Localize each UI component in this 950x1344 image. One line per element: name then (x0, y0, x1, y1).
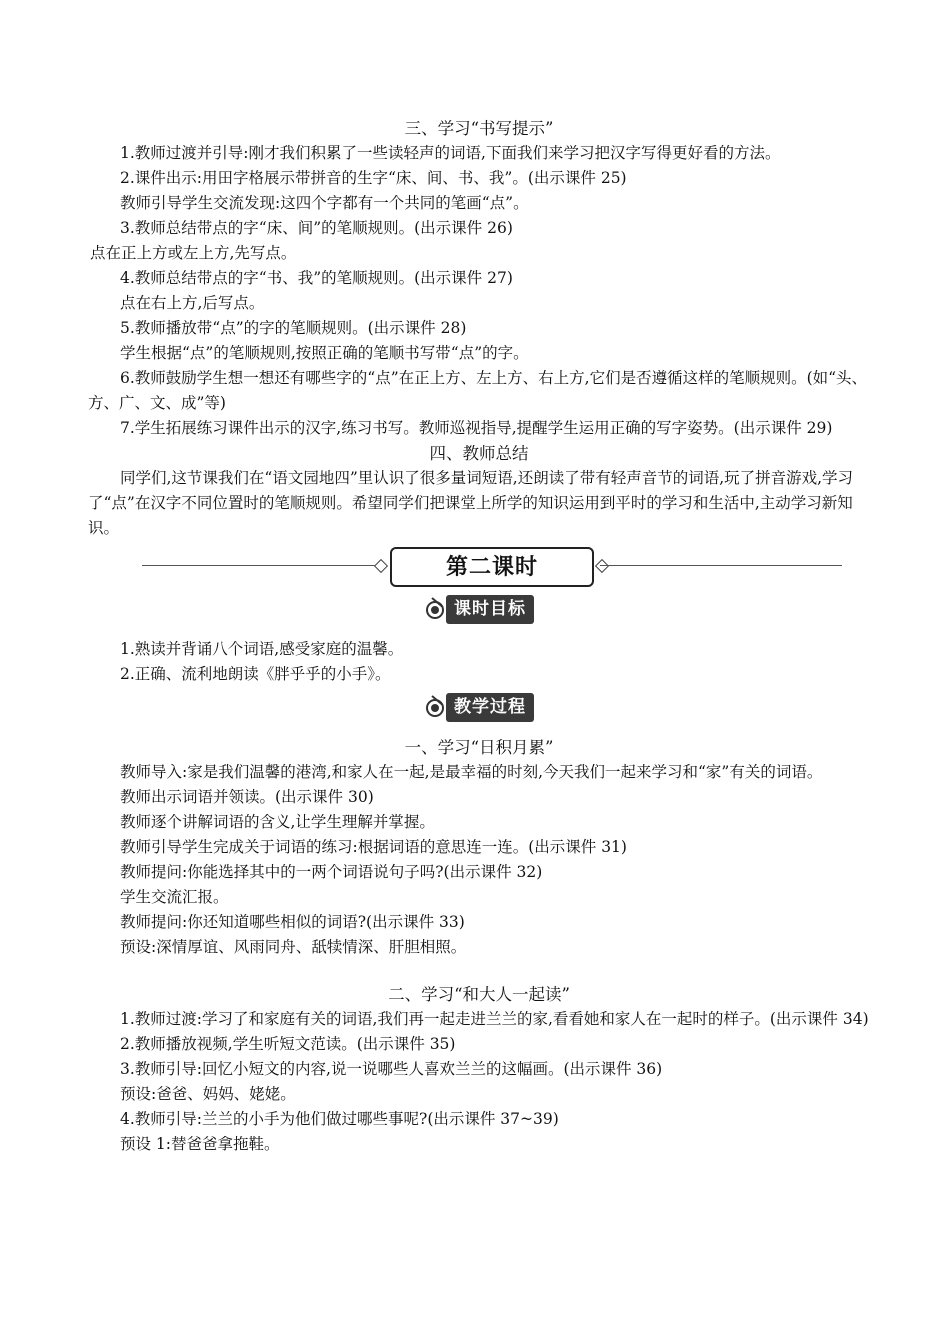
paragraph: 3.教师引导:回忆小短文的内容,说一说哪些人喜欢兰兰的这幅画。(出示课件 36) (120, 1060, 663, 1078)
paragraph: 2.教师播放视频,学生听短文范读。(出示课件 35) (120, 1035, 456, 1053)
process-tag-label: 教学过程 (446, 693, 534, 722)
banner-rule-left (142, 565, 382, 566)
paragraph: 教师提问:你还知道哪些相似的词语?(出示课件 33) (120, 913, 465, 931)
paragraph: 教师逐个讲解词语的含义,让学生理解并掌握。 (120, 813, 435, 831)
paragraph: 预设:爸爸、妈妈、姥姥。 (120, 1085, 296, 1103)
diamond-icon (595, 559, 609, 573)
paragraph: 点在正上方或左上方,先写点。 (90, 244, 297, 262)
lesson-banner (88, 545, 870, 593)
process-tag-row (88, 693, 870, 721)
paragraph: 教师出示词语并领读。(出示课件 30) (120, 788, 374, 806)
paragraph: 同学们,这节课我们在“语文园地四”里认识了很多量词短语,还朗读了带有轻声音节的词语,玩了拼音游戏,学习了“点”在汉字不同位置时的笔顺规则。希望同学们把课堂上所学的知识运用到平时的学习和生活中,主动学习新知识。 (88, 469, 854, 537)
paragraph: 4.教师总结带点的字“书、我”的笔顺规则。(出示课件 27) (120, 269, 513, 287)
paragraph: 点在右上方,后写点。 (120, 294, 265, 312)
paragraph: 预设:深情厚谊、风雨同舟、舐犊情深、肝胆相照。 (120, 938, 467, 956)
target-icon (424, 695, 448, 719)
banner-title: 第二课时 (390, 547, 594, 587)
paragraph: 预设 1:替爸爸拿拖鞋。 (120, 1135, 280, 1153)
paragraph: 1.教师过渡:学习了和家庭有关的词语,我们再一起走进兰兰的家,看看她和家人在一起时的样子。(出示课件 34) (120, 1010, 869, 1028)
paragraph: 2.课件出示:用田字格展示带拼音的生字“床、间、书、我”。(出示课件 25) (120, 169, 627, 187)
paragraph: 4.教师引导:兰兰的小手为他们做过哪些事呢?(出示课件 37~39) (120, 1110, 559, 1128)
target-icon (424, 597, 448, 621)
paragraph: 7.学生拓展练习课件出示的汉字,练习书写。教师巡视指导,提醒学生运用正确的写字姿势。(出示课件 29) (120, 419, 833, 437)
section-heading: 一、学习“日积月累” (404, 738, 554, 757)
goals-tag (424, 595, 534, 623)
paragraph: 3.教师总结带点的字“床、间”的笔顺规则。(出示课件 26) (120, 219, 513, 237)
process-tag (424, 693, 534, 721)
goal-item: 1.熟读并背诵八个词语,感受家庭的温馨。 (120, 640, 404, 658)
diamond-icon (374, 559, 388, 573)
paragraph: 教师引导学生交流发现:这四个字都有一个共同的笔画“点”。 (120, 194, 529, 212)
goals-tag-row (88, 595, 870, 623)
paragraph: 学生交流汇报。 (120, 888, 229, 906)
paragraph: 教师提问:你能选择其中的一两个词语说句子吗?(出示课件 32) (120, 863, 543, 881)
paragraph: 5.教师播放带“点”的字的笔顺规则。(出示课件 28) (120, 319, 467, 337)
goal-item: 2.正确、流利地朗读《胖乎乎的小手》。 (120, 665, 391, 683)
goals-tag-label: 课时目标 (446, 595, 534, 624)
paragraph: 教师导入:家是我们温馨的港湾,和家人在一起,是最幸福的时刻,今天我们一起来学习和“家”有关的词语。 (120, 763, 823, 781)
paragraph: 6.教师鼓励学生想一想还有哪些字的“点”在正上方、左上方、右上方,它们是否遵循这样的笔顺规则。(如“头、方、广、文、成”等) (88, 369, 868, 412)
paragraph: 教师引导学生完成关于词语的练习:根据词语的意思连一连。(出示课件 31) (120, 838, 627, 856)
banner-rule-right (600, 565, 842, 566)
paragraph: 学生根据“点”的笔顺规则,按照正确的笔顺书写带“点”的字。 (120, 344, 529, 362)
section-heading: 二、学习“和大人一起读” (388, 985, 570, 1004)
paragraph: 1.教师过渡并引导:刚才我们积累了一些读轻声的词语,下面我们来学习把汉字写得更好看的方法。 (120, 144, 781, 162)
section-heading: 三、学习“书写提示” (404, 119, 554, 138)
section-heading: 四、教师总结 (429, 444, 529, 463)
document-content (88, 116, 870, 1157)
